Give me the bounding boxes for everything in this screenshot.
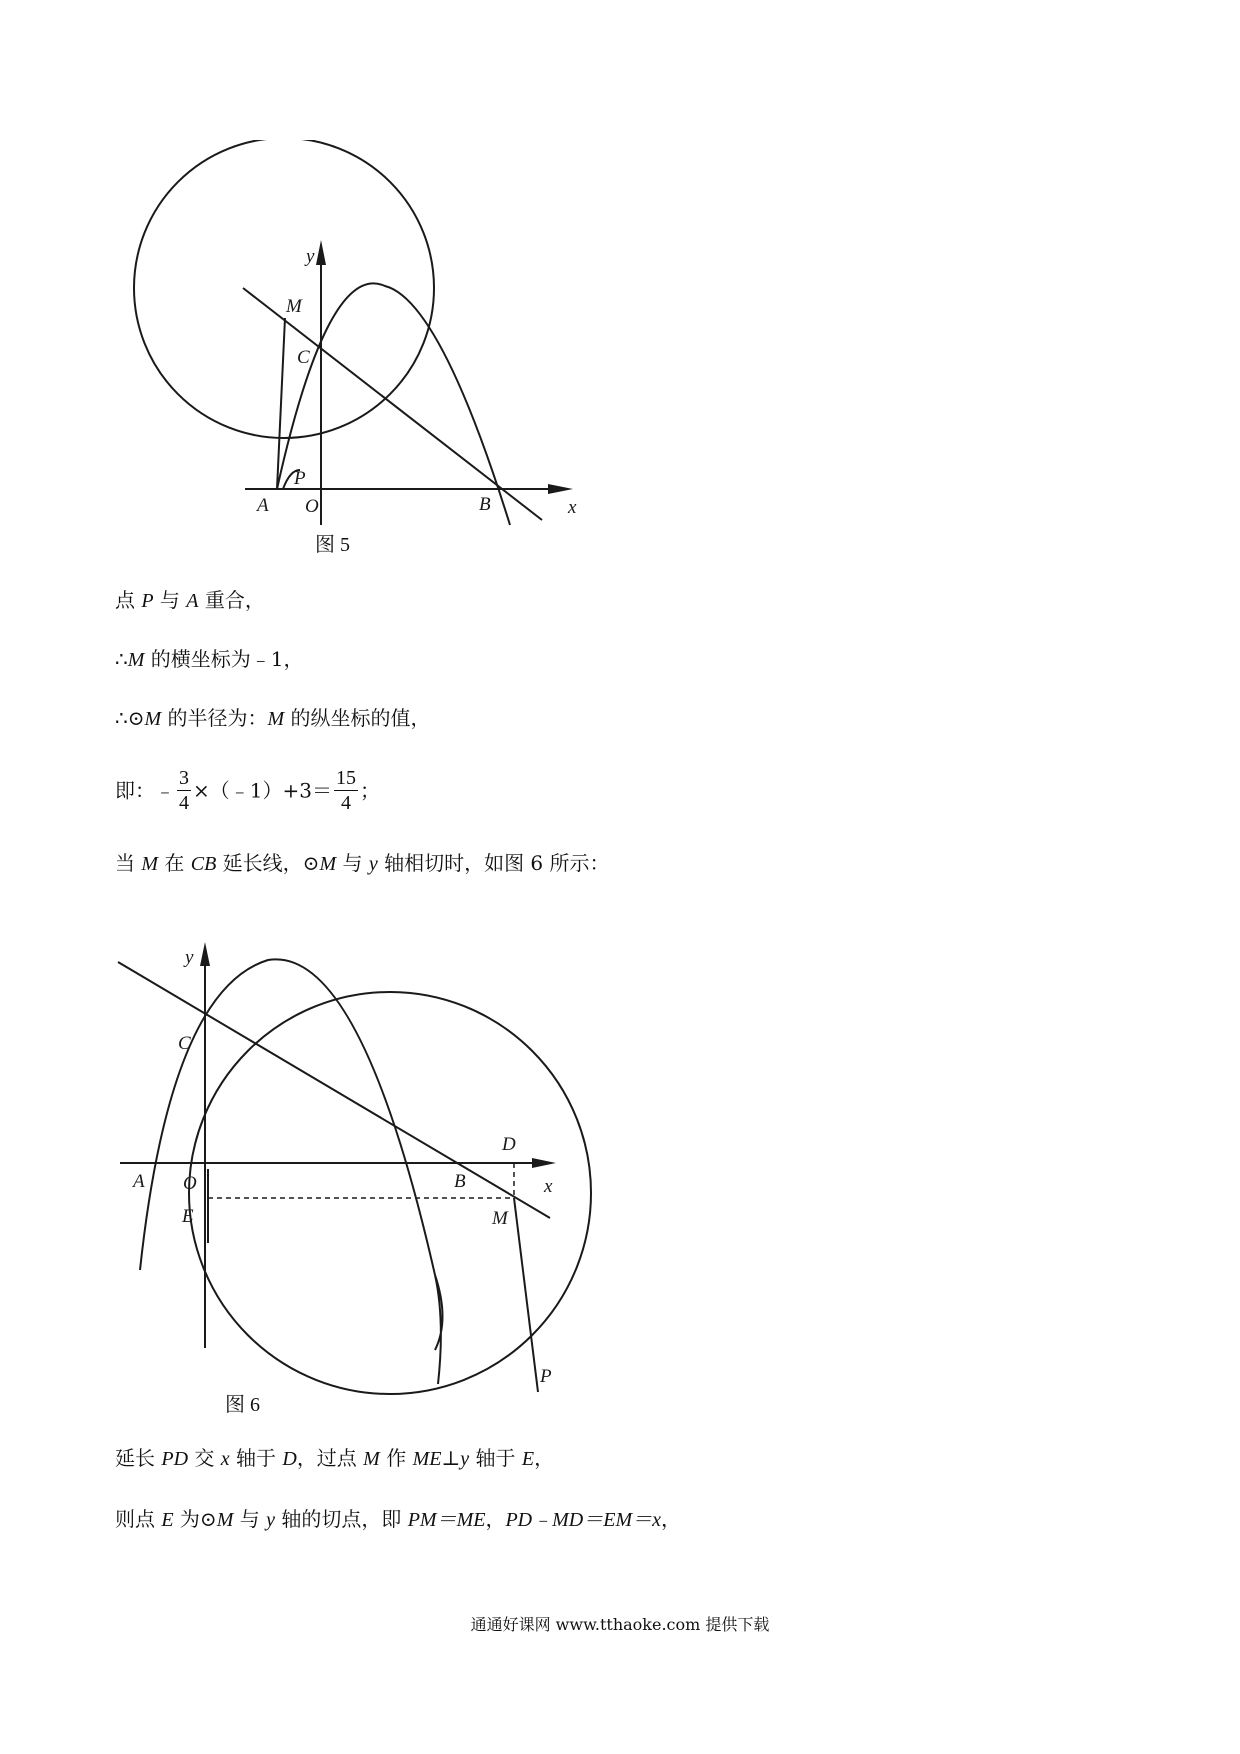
label-o: O (305, 496, 319, 517)
page-footer: 通通好课网 www.tthaoke.com 提供下载 (470, 1615, 770, 1634)
segment-pm (514, 1198, 538, 1392)
label-o: O (183, 1173, 197, 1194)
label-c: C (178, 1033, 191, 1054)
figure-6-drawing (100, 900, 620, 1400)
label-b: B (479, 494, 491, 515)
label-y: y (306, 246, 315, 267)
label-d: D (502, 1134, 516, 1155)
circle-m (134, 140, 434, 438)
text-line-5: 当 M 在 CB 延长线，⊙M 与 y 轴相切时，如图 6 所示： (115, 851, 610, 875)
text-line-4: 即：﹣ $\frac{3}{4}$ ×（﹣1）+3＝ $\frac{15}{4}$ ； (115, 767, 380, 814)
y-axis-arrow (316, 240, 326, 265)
label-c: C (297, 347, 310, 368)
label-a: A (257, 495, 269, 516)
label-e: E (182, 1206, 194, 1227)
text-line-7: 则点 E 为⊙M 与 y 轴的切点，即 PM＝ME，PD﹣MD＝EM＝x， (115, 1507, 681, 1531)
fraction-15-4: $\frac{15}{4}$ (335, 767, 356, 814)
parabola (140, 959, 443, 1384)
x-axis-arrow (548, 484, 573, 494)
label-x: x (568, 497, 577, 518)
label-x: x (544, 1176, 553, 1197)
figure-5-drawing (100, 140, 600, 530)
text-line-3: ∴⊙M 的半径为：M 的纵坐标的值， (115, 706, 431, 730)
x-axis-arrow (532, 1158, 556, 1168)
label-p: P (540, 1366, 552, 1387)
text-line-1: 点 P 与 A 重合， (115, 588, 265, 612)
fraction-3-4: $\frac{3}{4}$ (179, 767, 189, 814)
text-line-2: ∴M 的横坐标为﹣1， (115, 647, 304, 671)
figure-5-caption: 图 5 (315, 534, 350, 556)
label-a: A (133, 1171, 145, 1192)
label-m: M (492, 1208, 508, 1229)
label-p: P (294, 468, 306, 489)
label-b: B (454, 1171, 466, 1192)
figure-6-caption: 图 6 (225, 1394, 260, 1416)
label-y: y (185, 947, 194, 968)
label-m: M (286, 296, 302, 317)
figure-5 (100, 140, 600, 530)
figure-6 (100, 900, 620, 1400)
text-line-6: 延长 PD 交 x 轴于 D，过点 M 作 ME⊥y 轴于 E， (115, 1446, 555, 1470)
y-axis-arrow (200, 942, 210, 966)
